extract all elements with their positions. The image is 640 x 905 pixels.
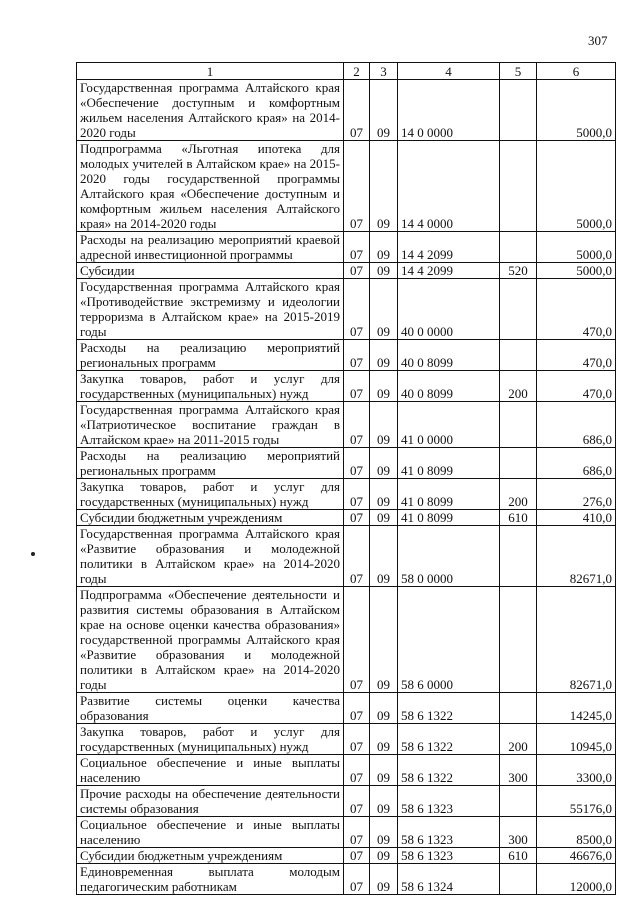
row-name: Государственная программа Алтайского края «Патриотическое воспитание граждан в Алтайском крае» на 2011-2015 годы <box>77 402 344 448</box>
row-sum: 14245,0 <box>537 693 616 724</box>
row-sum: 12000,0 <box>537 864 616 895</box>
row-target-article: 14 4 0000 <box>398 141 500 232</box>
row-section: 07 <box>344 526 370 587</box>
row-subsection: 09 <box>370 232 398 263</box>
margin-dot <box>31 552 35 556</box>
row-sum: 82671,0 <box>537 587 616 693</box>
row-section: 07 <box>344 402 370 448</box>
row-target-article: 58 6 1323 <box>398 817 500 848</box>
table-row <box>77 587 616 693</box>
row-sum: 5000,0 <box>537 141 616 232</box>
table-row <box>77 786 616 817</box>
row-subsection: 09 <box>370 141 398 232</box>
page-number: 307 <box>588 33 608 48</box>
table-row <box>77 848 616 864</box>
row-expense-type <box>500 864 537 895</box>
row-section: 07 <box>344 724 370 755</box>
row-section: 07 <box>344 279 370 340</box>
row-expense-type <box>500 786 537 817</box>
row-expense-type <box>500 448 537 479</box>
row-expense-type <box>500 340 537 371</box>
row-section: 07 <box>344 848 370 864</box>
row-target-article: 58 6 0000 <box>398 587 500 693</box>
row-sum: 686,0 <box>537 402 616 448</box>
row-subsection: 09 <box>370 848 398 864</box>
row-name: Государственная программа Алтайского края «Развитие образования и молодежной политики в Алтайском крае» на 2014-2020 годы <box>77 526 344 587</box>
row-subsection: 09 <box>370 587 398 693</box>
table-row <box>77 817 616 848</box>
row-expense-type <box>500 232 537 263</box>
row-name: Социальное обеспечение и иные выплаты населению <box>77 755 344 786</box>
row-target-article: 58 6 1323 <box>398 786 500 817</box>
row-expense-type: 300 <box>500 755 537 786</box>
row-expense-type <box>500 587 537 693</box>
row-expense-type: 300 <box>500 817 537 848</box>
row-name: Расходы на реализацию мероприятий краевой адресной инвестиционной программы <box>77 232 344 263</box>
row-sum: 470,0 <box>537 279 616 340</box>
row-name: Государственная программа Алтайского края «Противодействие экстремизму и идеологии терроризма в Алтайском крае» на 2015-2019 годы <box>77 279 344 340</box>
row-expense-type: 610 <box>500 510 537 526</box>
table-row <box>77 448 616 479</box>
row-sum: 5000,0 <box>537 232 616 263</box>
row-target-article: 41 0 8099 <box>398 510 500 526</box>
table-row <box>77 141 616 232</box>
row-subsection: 09 <box>370 817 398 848</box>
row-subsection: 09 <box>370 526 398 587</box>
row-name: Субсидии <box>77 263 344 279</box>
row-subsection: 09 <box>370 786 398 817</box>
row-subsection: 09 <box>370 263 398 279</box>
row-name: Закупка товаров, работ и услуг для государственных (муниципальных) нужд <box>77 724 344 755</box>
table-row <box>77 279 616 340</box>
row-sum: 46676,0 <box>537 848 616 864</box>
table-row <box>77 510 616 526</box>
row-expense-type: 610 <box>500 848 537 864</box>
row-target-article: 14 4 2099 <box>398 263 500 279</box>
row-sum: 470,0 <box>537 371 616 402</box>
table-row <box>77 340 616 371</box>
row-name: Подпрограмма «Обеспечение деятельности и развития системы образования в Алтайском крае на основе оценки качества образования» государственной программы Алтайского края «Развитие образования и молодежной политики в Алтайском крае» на 2014-2020 годы <box>77 587 344 693</box>
row-section: 07 <box>344 587 370 693</box>
row-section: 07 <box>344 479 370 510</box>
table-row <box>77 755 616 786</box>
row-subsection: 09 <box>370 864 398 895</box>
row-section: 07 <box>344 864 370 895</box>
row-name: Субсидии бюджетным учреждениям <box>77 848 344 864</box>
row-section: 07 <box>344 371 370 402</box>
table-row <box>77 371 616 402</box>
row-target-article: 14 0 0000 <box>398 80 500 141</box>
row-target-article: 58 6 1324 <box>398 864 500 895</box>
header-col-4: 4 <box>398 63 500 80</box>
row-section: 07 <box>344 263 370 279</box>
row-sum: 3300,0 <box>537 755 616 786</box>
header-col-6: 6 <box>537 63 616 80</box>
row-target-article: 58 0 0000 <box>398 526 500 587</box>
row-target-article: 41 0 8099 <box>398 479 500 510</box>
row-sum: 276,0 <box>537 479 616 510</box>
row-subsection: 09 <box>370 755 398 786</box>
row-sum: 5000,0 <box>537 263 616 279</box>
row-name: Социальное обеспечение и иные выплаты населению <box>77 817 344 848</box>
row-name: Подпрограмма «Льготная ипотека для молодых учителей в Алтайском крае» на 2015-2020 годы государственной программы Алтайского края «Обеспечение доступным и комфортным жильем населения Алтайского края» на 2014-2020 годы <box>77 141 344 232</box>
row-section: 07 <box>344 786 370 817</box>
row-expense-type <box>500 693 537 724</box>
row-subsection: 09 <box>370 448 398 479</box>
header-col-1: 1 <box>77 63 344 80</box>
row-section: 07 <box>344 340 370 371</box>
row-expense-type <box>500 526 537 587</box>
row-expense-type: 520 <box>500 263 537 279</box>
row-target-article: 41 0 0000 <box>398 402 500 448</box>
row-sum: 470,0 <box>537 340 616 371</box>
row-expense-type <box>500 141 537 232</box>
row-expense-type <box>500 402 537 448</box>
row-name: Прочие расходы на обеспечение деятельности системы образования <box>77 786 344 817</box>
table-row <box>77 80 616 141</box>
row-sum: 8500,0 <box>537 817 616 848</box>
row-section: 07 <box>344 232 370 263</box>
table-header-row <box>77 63 616 80</box>
row-section: 07 <box>344 817 370 848</box>
row-target-article: 40 0 8099 <box>398 371 500 402</box>
row-target-article: 14 4 2099 <box>398 232 500 263</box>
row-name: Закупка товаров, работ и услуг для государственных (муниципальных) нужд <box>77 371 344 402</box>
row-section: 07 <box>344 448 370 479</box>
row-target-article: 58 6 1322 <box>398 755 500 786</box>
row-name: Государственная программа Алтайского края «Обеспечение доступным и комфортным жильем населения Алтайского края» на 2014-2020 годы <box>77 80 344 141</box>
row-expense-type: 200 <box>500 479 537 510</box>
table-row <box>77 526 616 587</box>
row-target-article: 58 6 1322 <box>398 693 500 724</box>
row-subsection: 09 <box>370 693 398 724</box>
row-section: 07 <box>344 80 370 141</box>
row-name: Субсидии бюджетным учреждениям <box>77 510 344 526</box>
row-subsection: 09 <box>370 371 398 402</box>
row-name: Развитие системы оценки качества образования <box>77 693 344 724</box>
row-target-article: 41 0 8099 <box>398 448 500 479</box>
row-sum: 10945,0 <box>537 724 616 755</box>
row-section: 07 <box>344 510 370 526</box>
row-subsection: 09 <box>370 402 398 448</box>
row-subsection: 09 <box>370 479 398 510</box>
row-section: 07 <box>344 141 370 232</box>
header-col-5: 5 <box>500 63 537 80</box>
table-row <box>77 402 616 448</box>
table-row <box>77 864 616 895</box>
row-name: Расходы на реализацию мероприятий региональных программ <box>77 340 344 371</box>
row-subsection: 09 <box>370 279 398 340</box>
row-name: Закупка товаров, работ и услуг для государственных (муниципальных) нужд <box>77 479 344 510</box>
row-subsection: 09 <box>370 510 398 526</box>
budget-table <box>76 62 616 895</box>
table-row <box>77 232 616 263</box>
row-target-article: 40 0 0000 <box>398 279 500 340</box>
row-target-article: 40 0 8099 <box>398 340 500 371</box>
row-expense-type <box>500 80 537 141</box>
row-subsection: 09 <box>370 724 398 755</box>
row-expense-type: 200 <box>500 724 537 755</box>
row-subsection: 09 <box>370 340 398 371</box>
row-sum: 55176,0 <box>537 786 616 817</box>
table-row <box>77 724 616 755</box>
row-target-article: 58 6 1323 <box>398 848 500 864</box>
row-target-article: 58 6 1322 <box>398 724 500 755</box>
row-name: Расходы на реализацию мероприятий региональных программ <box>77 448 344 479</box>
table-row <box>77 693 616 724</box>
table-row <box>77 479 616 510</box>
row-expense-type: 200 <box>500 371 537 402</box>
table-row <box>77 263 616 279</box>
header-col-2: 2 <box>344 63 370 80</box>
row-section: 07 <box>344 693 370 724</box>
header-col-3: 3 <box>370 63 398 80</box>
row-sum: 410,0 <box>537 510 616 526</box>
row-name: Единовременная выплата молодым педагогическим работникам <box>77 864 344 895</box>
row-sum: 5000,0 <box>537 80 616 141</box>
row-sum: 82671,0 <box>537 526 616 587</box>
row-expense-type <box>500 279 537 340</box>
row-sum: 686,0 <box>537 448 616 479</box>
row-section: 07 <box>344 755 370 786</box>
row-subsection: 09 <box>370 80 398 141</box>
